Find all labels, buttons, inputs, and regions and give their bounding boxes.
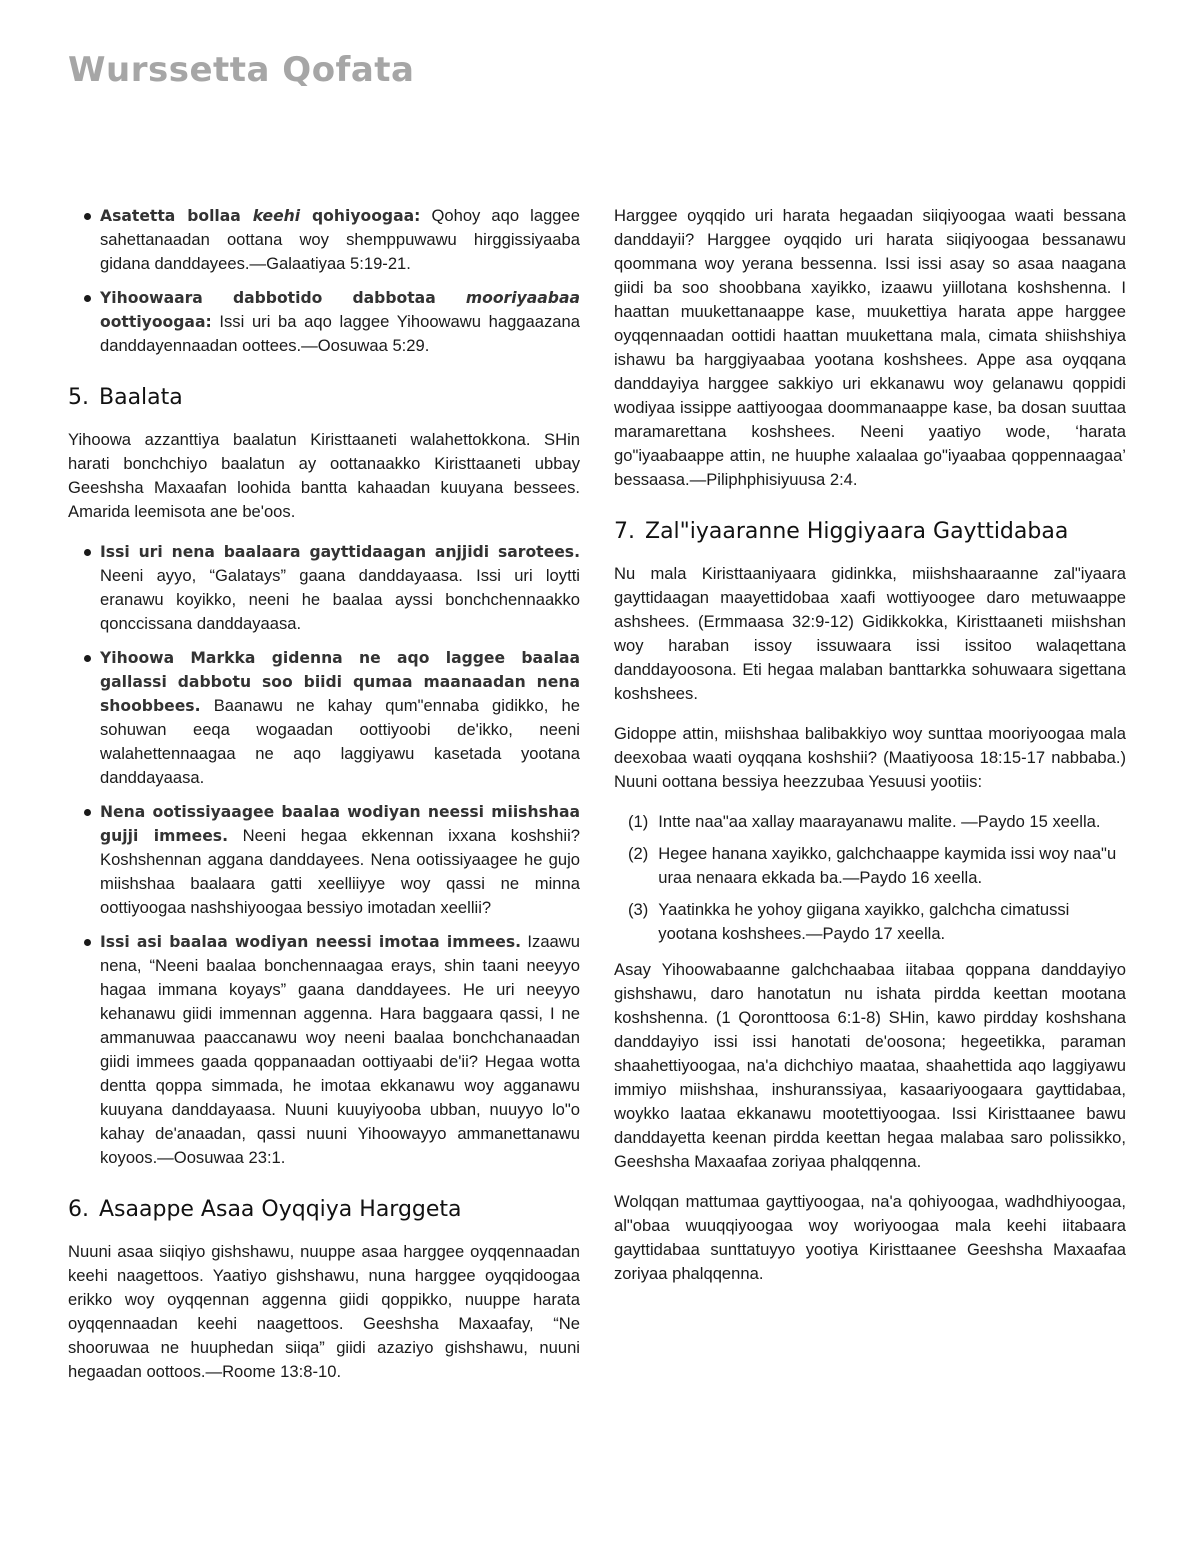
running-title: Wurssetta Qofata	[68, 50, 415, 90]
bullet-lead: Issi uri nena baalaara gayttidaagan anjjidi sarotees.	[100, 543, 580, 561]
list-item	[82, 286, 580, 358]
section-title: Baalata	[99, 385, 183, 410]
bullet-lead: Nena ootissiyaagee baalaa wodiyan neessi miishshaa gujji immees.	[100, 803, 580, 845]
section-6-continued-paragraph: Harggee oyqqido uri harata hegaadan siiqiyoogaa waati bessana danddayii? Harggee oyqqido uri harata siiqiyoogaa bessanawu qoommana woy yerana bessenna. Issi issi asay so asaa naagana giidi ba soo shoobbana xayikko, izaawu yiillotana koshshenna. I haattan muukettanaappe kase, muukettiya harata appe harggee oyqqennaadan oottidi haattan muukettana mala, cimata shiishshiya ishawu ba harggiyaabaa yootana koshshees. Appe asa oyqqana danddayiya harggee sakkiyo uri ekkanawu woy gelanawu qoppidi wodiyaa issippe aattiyoogaa doommanaappe kase, ba dosan suuttaa maramarettana koshshees. Neeni yaatiyo wode, ‘harata go"iyaabaappe attin, ne huuphe xalaalaa go"iyaabaa qoppennaagaa’ bessaasa.—Piliphphisiyuusa 2:4.	[614, 206, 1126, 489]
section-7-paragraph-1: Nu mala Kiristtaaniyaara gidinkka, miishshaaraanne zal"iyaara gayttidaagan maayettidobaa xaafi wottiyoogee daro metuwaappe ashshees. (Ermmaasa 32:9-12) Gidikkokka, Kiristtaaneti miishshan woy haraban issoy issuwaara issi issitoo walaqettana danddayoosona. Eti hegaa malaban banttarkka sohuwaara sigettana koshshees.	[614, 564, 1126, 703]
list-item	[628, 842, 1126, 890]
section-number: 5.	[68, 385, 89, 410]
section-7-paragraph-3: Asay Yihoowabaanne galchchaabaa iitabaa qoppana danddayiyo gishshawu, daro hanotatun nu ishata pirdda keettan mootana koshshenna. (1 Qoronttoosa 6:1-8) SHin, kawo pirdday koshshana danddayiyo issi issi hanotati de'oosona; hegeetikka, paraman shaahettiyoogaa, na'a dichchiyo maataa, shaahettida aqo laggiyawu immiyo miishshaa, inshuranssiyaa, kasaariyoogaara gayttidabaa, woykko laataa ekkanawu mootettiyoogaa. Issi Kiristtaanee bawu danddayetta keenan pirdda keettan hegaa malabaa saro polissikko, Geeshsha Maxaafaa zoriyaa phalqqenna.	[614, 960, 1126, 1171]
step-marker: (2)	[628, 844, 649, 863]
section-7-paragraph-4: Wolqqan mattumaa gayttiyoogaa, na'a qohiyoogaa, wadhdhiyoogaa, al"obaa wuuqqiyoogaa woy woriyoogaa mala keehi iitabaara gayttidabaa sunttatuyyo yootiya Kiristtaanee Geeshsha Maxaafaa zoriyaa phalqqenna.	[614, 1192, 1126, 1283]
section-7-paragraph-2: Gidoppe attin, miishshaa balibakkiyo woy sunttaa mooriyoogaa mala deexobaa waati oyqqana koshshii? (Maatiyoosa 18:15-17 nabbaba.) Nuuni oottana bessiya heezzubaa Yesuusi yootiis:	[614, 724, 1126, 791]
section-5-bullet-list	[68, 540, 580, 1170]
section-number: 7.	[614, 519, 635, 544]
bullet-icon	[84, 655, 91, 662]
bullet-lead-emphasis: mooriyaabaa	[465, 289, 580, 307]
bullet-text: Izaawu nena, “Neeni baalaa bonchennaagaa erays, shin taani neeyyo hagaa immana koyays” gaana danddayees. He uri neeyyo kehanawu giidi immennan aggenna. Hara baggaara qassi, I ne ammanuwaa paaccanawu woy neeni baalaa bonchchanaadan giidi immees gaada qoppanaadan oottiyaabi de'ii? Hegaa wotta dentta qoppa simmada, he imotaa ekkanawu woy agganawu kuuyana danddayaasa. Nuuni kuuyiyooba ubban, nuuyyo lo"o kahay de'anaadan, qassi nuuni Yihoowayyo ammanettanawu koyoos.—Oosuwaa 23:1.	[100, 932, 580, 1167]
bullet-icon	[84, 549, 91, 556]
bullet-icon	[84, 295, 91, 302]
section-title: Asaappe Asaa Oyqqiya Harggeta	[99, 1197, 462, 1222]
bullet-icon	[84, 939, 91, 946]
bullet-lead	[100, 207, 420, 225]
section-heading-6	[68, 1196, 580, 1224]
bullet-lead-text: Yihoowaara dabbotido dabbotaa	[100, 289, 466, 307]
step-marker: (1)	[628, 812, 649, 831]
list-item	[628, 898, 1126, 946]
bullet-lead: Yihoowa Markka gidenna ne aqo laggee baalaa gallassi dabbotu soo biidi qumaa maanaadan nena shoobbees.	[100, 649, 580, 715]
steps-list	[614, 810, 1126, 946]
bullet-text: Qohoy aqo laggee sahettanaadan oottana woy shemppuwawu hirggissiyaaba gidana danddayees.—Galaatiyaa 5:19-21.	[100, 206, 580, 273]
bullet-icon	[84, 213, 91, 220]
section-heading-5	[68, 384, 580, 412]
section-title: Zal"iyaaranne Higgiyaara Gayttidabaa	[645, 519, 1069, 544]
list-item	[82, 800, 580, 920]
list-item	[82, 204, 580, 276]
bullet-lead-text: qohiyoogaa:	[300, 207, 421, 225]
left-column	[68, 204, 580, 1400]
bullet-lead-emphasis: keehi	[252, 207, 301, 225]
section-heading-7	[614, 518, 1126, 546]
bullet-icon	[84, 809, 91, 816]
bullet-text: Baanawu ne kahay qum"ennaba gidikko, he sohuwan eeqa wogaadan oottiyoobi de'ikko, neeni walahettennaagaa ne aqo laggiyawu kasetada yootana danddayaasa.	[100, 696, 580, 787]
section-6-paragraph: Nuuni asaa siiqiyo gishshawu, nuuppe asaa harggee oyqqennaadan keehi naagettoos. Yaatiyo gishshawu, nuna harggee oyqqidoogaa erikko woy oyqqennan aggenna giidi qoppikko, nuuppe harata oyqqennaadan keehi naagettoos. Geeshsha Maxaafay, “Ne shooruwaa ne huuphedan siiqa” giidi azaziyo gishshawu, nuuni hegaadan oottoos.—Roome 13:8-10.	[68, 1242, 580, 1381]
bullet-lead-text: Asatetta bollaa	[100, 207, 253, 225]
step-marker: (3)	[628, 900, 649, 919]
bullet-text: Neeni hegaa ekkennan ixxana koshshii? Koshshennan aggana danddayees. Nena ootissiyaagee he gujo miishshaa baalaara gatti xeelliiyye woy qassi ne minna oottiyoogaa nashshiyoogaa bessiyo imotadan xeellii?	[100, 826, 580, 917]
step-text: Hegee hanana xayikko, galchchaappe kaymida issi woy naa"u uraa nenaara ekkada ba.—Paydo 16 xeella.	[658, 844, 1117, 887]
list-item	[82, 646, 580, 790]
list-item	[82, 930, 580, 1170]
list-item	[628, 810, 1126, 834]
section-5-paragraph: Yihoowa azzanttiya baalatun Kiristtaaneti walahettokkona. SHin harati bonchchiyo baalatun ay oottanaakko Kiristtaaneti ubbay Geeshsha Maxaafan loohida bantta kahaadan kuuyana bessees. Amarida leemisota ane be'oos.	[68, 430, 580, 521]
bullet-text: Issi uri ba aqo laggee Yihoowawu haggaazana danddayennaadan oottees.—Oosuwaa 5:29.	[100, 312, 580, 355]
step-text: Intte naa"aa xallay maarayanawu malite. —Paydo 15 xeella.	[658, 812, 1101, 831]
section-number: 6.	[68, 1197, 89, 1222]
intro-bullet-list	[68, 204, 580, 358]
list-item	[82, 540, 580, 636]
right-column	[614, 204, 1126, 1302]
bullet-lead-text: oottiyoogaa:	[100, 313, 212, 331]
bullet-text: Neeni ayyo, “Galatays” gaana danddayaasa. Issi uri loytti eranawu koyikko, neeni he baalaa ayssi bonchchennaakko qonccissana danddayaasa.	[100, 566, 580, 633]
bullet-lead: Issi asi baalaa wodiyan neessi imotaa immees.	[100, 933, 522, 951]
step-text: Yaatinkka he yohoy giigana xayikko, galchcha cimatussi yootana koshshees.—Paydo 17 xeella.	[658, 900, 1070, 943]
